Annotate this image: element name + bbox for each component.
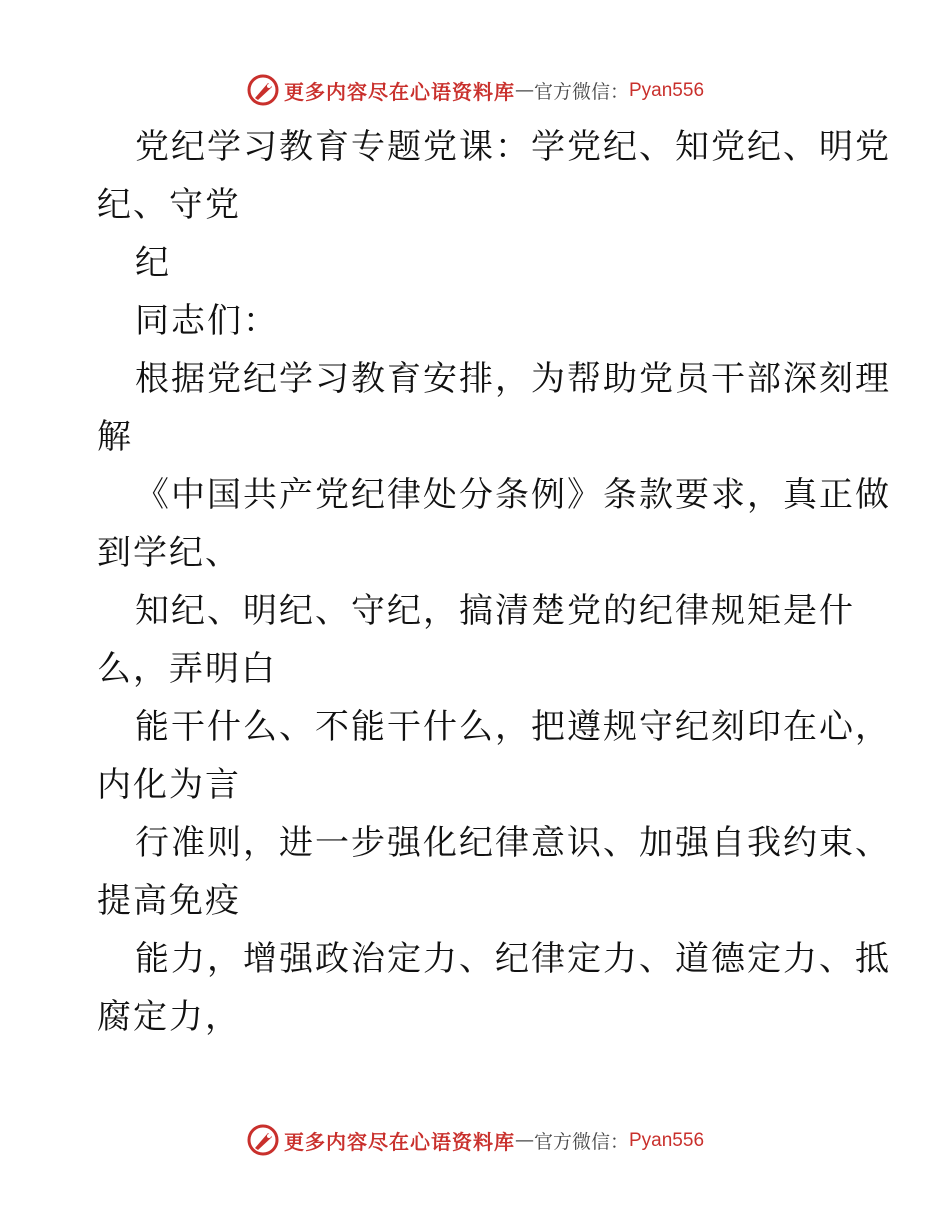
- watermark-brand-text: 更多内容尽在心语资料库: [283, 1129, 515, 1154]
- watermark-separator: —: [514, 79, 534, 101]
- document-line: 到学纪、: [97, 533, 241, 573]
- document-line: 知纪、明纪、守纪，搞清楚党的纪律规矩是什: [135, 591, 855, 631]
- document-line: 提高免疫: [97, 881, 241, 921]
- watermark-account: Pyan556: [629, 1129, 705, 1151]
- document-line: 内化为言: [97, 765, 241, 805]
- watermark-label: 官方微信：: [533, 1130, 629, 1153]
- document-line: 解: [97, 417, 133, 457]
- header-watermark: [0, 70, 950, 110]
- watermark-label: 官方微信：: [533, 80, 629, 103]
- footer-watermark: [0, 1120, 950, 1160]
- document-line: 纪、守党: [97, 185, 241, 225]
- document-line: 能干什么、不能干什么，把遵规守纪刻印在心，: [135, 707, 891, 747]
- document-line: 能力，增强政治定力、纪律定力、道德定力、抵: [135, 939, 891, 979]
- document-line: 《中国共产党纪律处分条例》条款要求，真正做: [135, 475, 891, 515]
- document-line: 纪: [135, 243, 171, 283]
- document-line: 行准则，进一步强化纪律意识、加强自我约束、: [135, 823, 891, 863]
- document-line: 同志们：: [135, 301, 279, 341]
- document-body: [97, 118, 891, 1046]
- document-line: 么，弄明白: [97, 649, 277, 689]
- watermark-brand-text: 更多内容尽在心语资料库: [283, 79, 515, 104]
- pen-nib-logo-icon: [246, 1123, 280, 1157]
- watermark-separator: —: [514, 1129, 534, 1151]
- document-line: 根据党纪学习教育安排，为帮助党员干部深刻理: [135, 359, 891, 399]
- document-line: 党纪学习教育专题党课：学党纪、知党纪、明党: [135, 127, 891, 167]
- pen-nib-logo-icon: [246, 73, 280, 107]
- document-line: 腐定力，: [97, 997, 241, 1037]
- watermark-account: Pyan556: [629, 79, 705, 101]
